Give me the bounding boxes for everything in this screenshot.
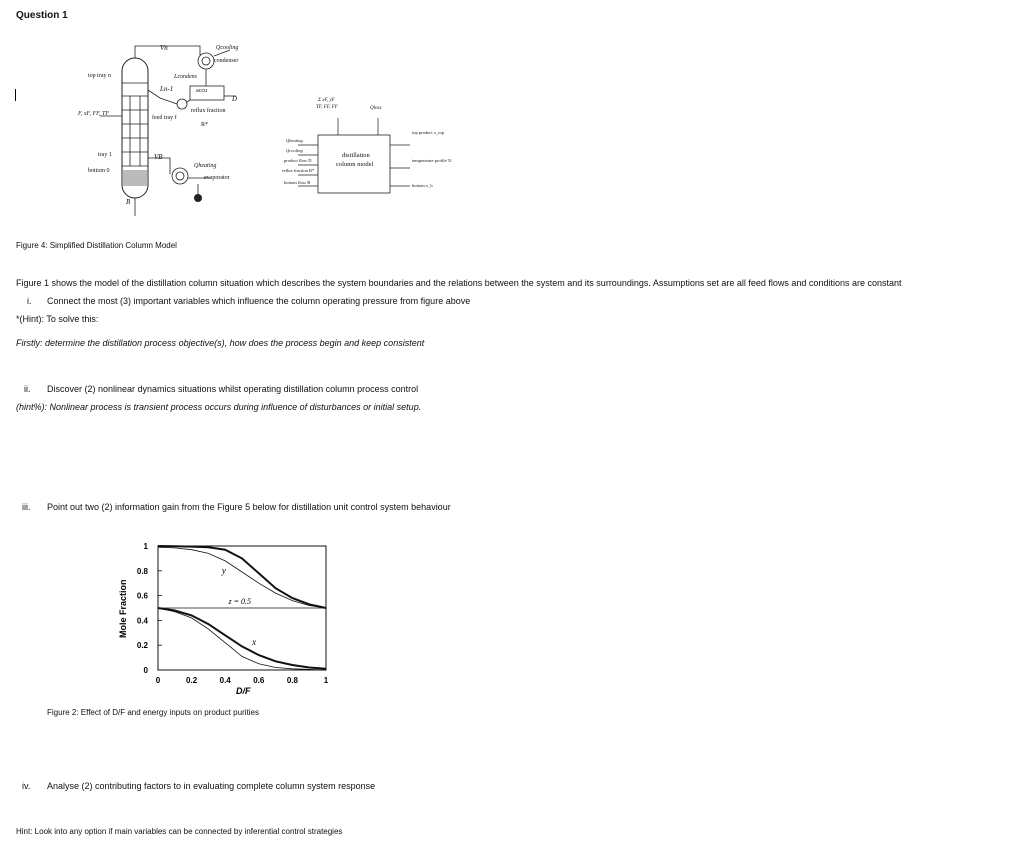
label-reflux-fraction: reflux fraction [191,108,226,114]
label-feed-vars: F, xF, FF, TF [78,111,110,117]
x-tick-label: 1 [323,676,329,685]
hint1: *(Hint): To solve this: [16,314,99,324]
label-condenser: condenser [214,58,239,64]
q1-number: i. [27,296,32,306]
y-tick-label: 0.6 [136,591,148,601]
label-evaporator: evaporator [204,175,230,181]
question-title: Question 1 [16,10,68,21]
label-b: B [126,198,131,206]
model-left-input-1: Qheating [286,138,303,143]
model-left-input-3: product flow D [284,158,312,163]
q4-number: iv. [22,781,31,791]
q3-text: Point out two (2) information gain from the Figure 5 below for distillation unit control system behaviour [47,502,451,512]
model-box-label-2: column model [336,161,374,168]
model-right-output-3: bottom x_b [412,183,433,188]
figure4-caption: Figure 4: Simplified Distillation Column Model [16,241,177,250]
q2-text: Discover (2) nonlinear dynamics situations whilst operating distillation column process control [47,384,419,394]
model-inputs-top: Σ xF, yF [318,98,335,103]
label-qcooling: Qcooling [216,45,239,51]
label-accu: accu [196,88,207,94]
hint2: (hint%): Nonlinear process is transient process occurs during influence of disturbances or initial setup. [16,402,422,412]
y-axis-label: Mole Fraction [118,579,128,638]
x-tick-label: 0 [155,676,161,685]
model-box-label-1: distillation [342,152,370,159]
hint3: Hint: Look into any option if main variables can be connected by inferential control strategies [16,827,343,836]
model-right-output-2: temperature profile Ti [412,158,452,163]
label-lcondens: Lcondens [174,74,197,80]
label-bottom: bottom 0 [88,168,110,174]
y-tick-label: 0 [143,666,148,675]
model-left-input-4: reflux fraction R* [282,168,315,173]
model-left-input-5: bottom flow B [284,180,311,185]
x-tick-label: 0.8 [286,676,298,685]
x-tick-label: 0.4 [219,676,231,685]
label-vn: Vn [160,44,168,52]
series-line-x-high-energy [158,608,326,670]
label-tray1: tray 1 [98,152,112,158]
x-tick-label: 0.2 [186,676,198,685]
label-ln1: Ln-1 [160,85,174,93]
y-tick-label: 0.4 [136,616,148,626]
series-label-y: y [221,565,226,576]
q3-number: iii. [22,502,31,512]
purity-chart [110,536,340,696]
label-top-tray: top tray n [88,73,111,79]
model-right-output-1: top product x_top [412,130,444,135]
distillation-column-schematic [60,38,260,216]
label-feed-tray: feed tray f [152,115,177,121]
model-left-input-2: Qcooling [286,148,303,153]
label-vb: VB [154,153,163,161]
series-line-x [158,608,326,669]
label-qheating: Qheating [194,163,217,169]
q2-number: ii. [24,384,31,394]
label-r-star: R* [201,122,209,128]
y-tick-label: 0.8 [136,566,148,576]
model-qloss: Qloss [370,106,382,111]
x-axis-label: D/F [236,686,251,696]
intro-paragraph: Figure 1 shows the model of the distillation column situation which describes the system boundaries and the relations between the system and its surroundings. Assumptions set are all feed flows and conditions are constant [16,278,902,288]
y-tick-label: 1 [143,542,148,551]
y-tick-label: 0.2 [136,641,148,651]
q1-text: Connect the most (3) important variables which influence the column operating pressure from figure above [47,296,471,306]
annotation-z: z = 0.5 [228,597,252,606]
model-inputs-top2: TF, FF, FF [316,105,338,110]
q4-text: Analyse (2) contributing factors to in evaluating complete column system response [47,781,376,791]
firstly-text: Firstly: determine the distillation process objective(s), how does the process begin and keep consistent [16,338,425,348]
series-label-x: x [252,637,257,648]
text-cursor [15,89,16,101]
label-d: D [232,95,238,103]
chart-caption: Figure 2: Effect of D/F and energy inputs on product purities [47,708,259,717]
x-tick-label: 0.6 [253,676,265,685]
